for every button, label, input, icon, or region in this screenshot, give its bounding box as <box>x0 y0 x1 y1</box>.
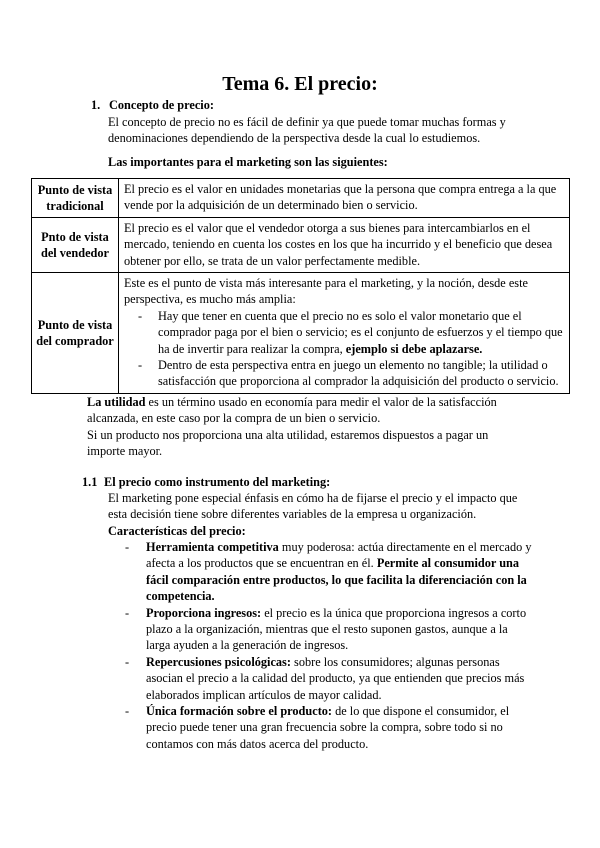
list-item <box>108 605 533 654</box>
bullet-text: Hay que tener en cuenta que el precio no es solo el valor monetario que el comprador paga por el bien o servicio; es el conjunto de esfuerzos y el tiempo que ha de invertir para realizar la compra, <box>158 308 563 356</box>
feature-term: Repercusiones psicológicas: <box>146 654 291 669</box>
utility-paragraph-2: Si un producto nos proporciona una alta utilidad, estaremos dispuestos a pagar un importe mayor. <box>87 428 489 459</box>
row-header: Punto de vista del comprador <box>32 273 119 394</box>
row-text: El precio es el valor que el vendedor otorga a sus bienes para intercambiarlos en el mercado, teniendo en cuenta los costes en los que ha incurrido y el beneficio que desea obtener por ello, se trata de un valor perfectamente medible. <box>119 217 570 272</box>
list-item <box>124 357 564 390</box>
table-row <box>32 217 570 272</box>
row-cell <box>119 273 570 394</box>
feature-text: sobre los consumidores; algunas personas asocian el precio a la calidad del producto, ya que entienden que precios más elaborados implican artículos de mayor calidad. <box>146 654 525 702</box>
section-intro-paragraph: El concepto de precio no es fácil de definir ya que puede tomar muchas formas y denominaciones dependiendo de la perspectiva desde la cual lo estudiemos. <box>108 115 506 146</box>
dash-bullet: - <box>138 308 143 323</box>
utility-text: es un término usado en economía para medir el valor de la satisfacción alcanzada, en este caso por la compra de un bien o servicio. <box>87 395 497 426</box>
utility-term: La utilidad <box>87 395 146 409</box>
row-text: El precio es el valor en unidades monetarias que la persona que compra entrega a la que vende por la adquisición de un determinado bien o servicio. <box>119 179 570 218</box>
feature-text: el precio es la única que proporciona ingresos a corto plazo a la organización, mientras que el resto suponen gastos, aunque a la larga ayuden a la generación de ingresos. <box>146 605 527 653</box>
table-row <box>32 273 570 394</box>
subsection-number: 1.1 <box>82 475 98 489</box>
dash-bullet: - <box>125 605 130 620</box>
bullet-text: Dentro de esta perspectiva entra en juego un elemento no tangible; la utilidad o satisfacción que proporciona al comprador la adquisición del producto o servicio. <box>158 358 559 389</box>
section-number: 1. <box>91 98 101 112</box>
subsection-intro-paragraph: El marketing pone especial énfasis en cómo ha de fijarse el precio y el impacto que esta decisión tiene sobre diferentes variables de la empresa u organización. <box>108 491 518 522</box>
row-header: Punto de vista tradicional <box>32 179 119 218</box>
dash-bullet: - <box>125 540 130 554</box>
section-title: Concepto de precio: <box>109 98 214 112</box>
feature-text: muy poderosa: actúa directamente en el mercado y afecta a los productos que se encuentran en él. <box>146 540 532 571</box>
bullet-list <box>124 308 564 390</box>
bullet-bold-text: ejemplo si debe aplazarse. <box>345 341 483 356</box>
subsection-title: El precio como instrumento del marketing: <box>104 475 331 489</box>
dash-bullet: - <box>125 704 130 719</box>
list-heading: Las importantes para el marketing son las siguientes: <box>108 155 388 169</box>
feature-term: Herramienta competitiva <box>146 540 279 554</box>
section-heading <box>91 97 214 113</box>
feature-term: Proporciona ingresos: <box>146 605 262 620</box>
table-row <box>32 179 570 218</box>
feature-term: Única formación sobre el producto: <box>146 704 333 719</box>
dash-bullet: - <box>125 654 130 669</box>
page-title: Tema 6. El precio: <box>222 73 378 95</box>
characteristics-list <box>108 539 533 752</box>
list-item <box>108 539 533 605</box>
row-header: Pnto de vista del vendedor <box>32 217 119 272</box>
feature-bold-text: Permite al consumidor una fácil comparación entre productos, lo que facilita la diferenciación con la competencia. <box>146 556 527 604</box>
row-text: Este es el punto de vista más interesante para el marketing, y la noción, desde este perspectiva, es mucho más amplia: <box>124 276 528 307</box>
list-item <box>108 703 533 752</box>
characteristics-heading: Características del precio: <box>108 524 246 538</box>
feature-text: de lo que dispone el consumidor, el precio puede tener una gran frecuencia sobre la compra, sobre todo si no contamos con más datos acerca del producto. <box>146 704 510 751</box>
utility-paragraph <box>87 394 527 427</box>
list-item <box>108 654 533 703</box>
price-perspectives-table <box>31 178 570 394</box>
dash-bullet: - <box>138 358 143 373</box>
subsection-heading <box>82 474 330 490</box>
list-item <box>124 308 564 357</box>
